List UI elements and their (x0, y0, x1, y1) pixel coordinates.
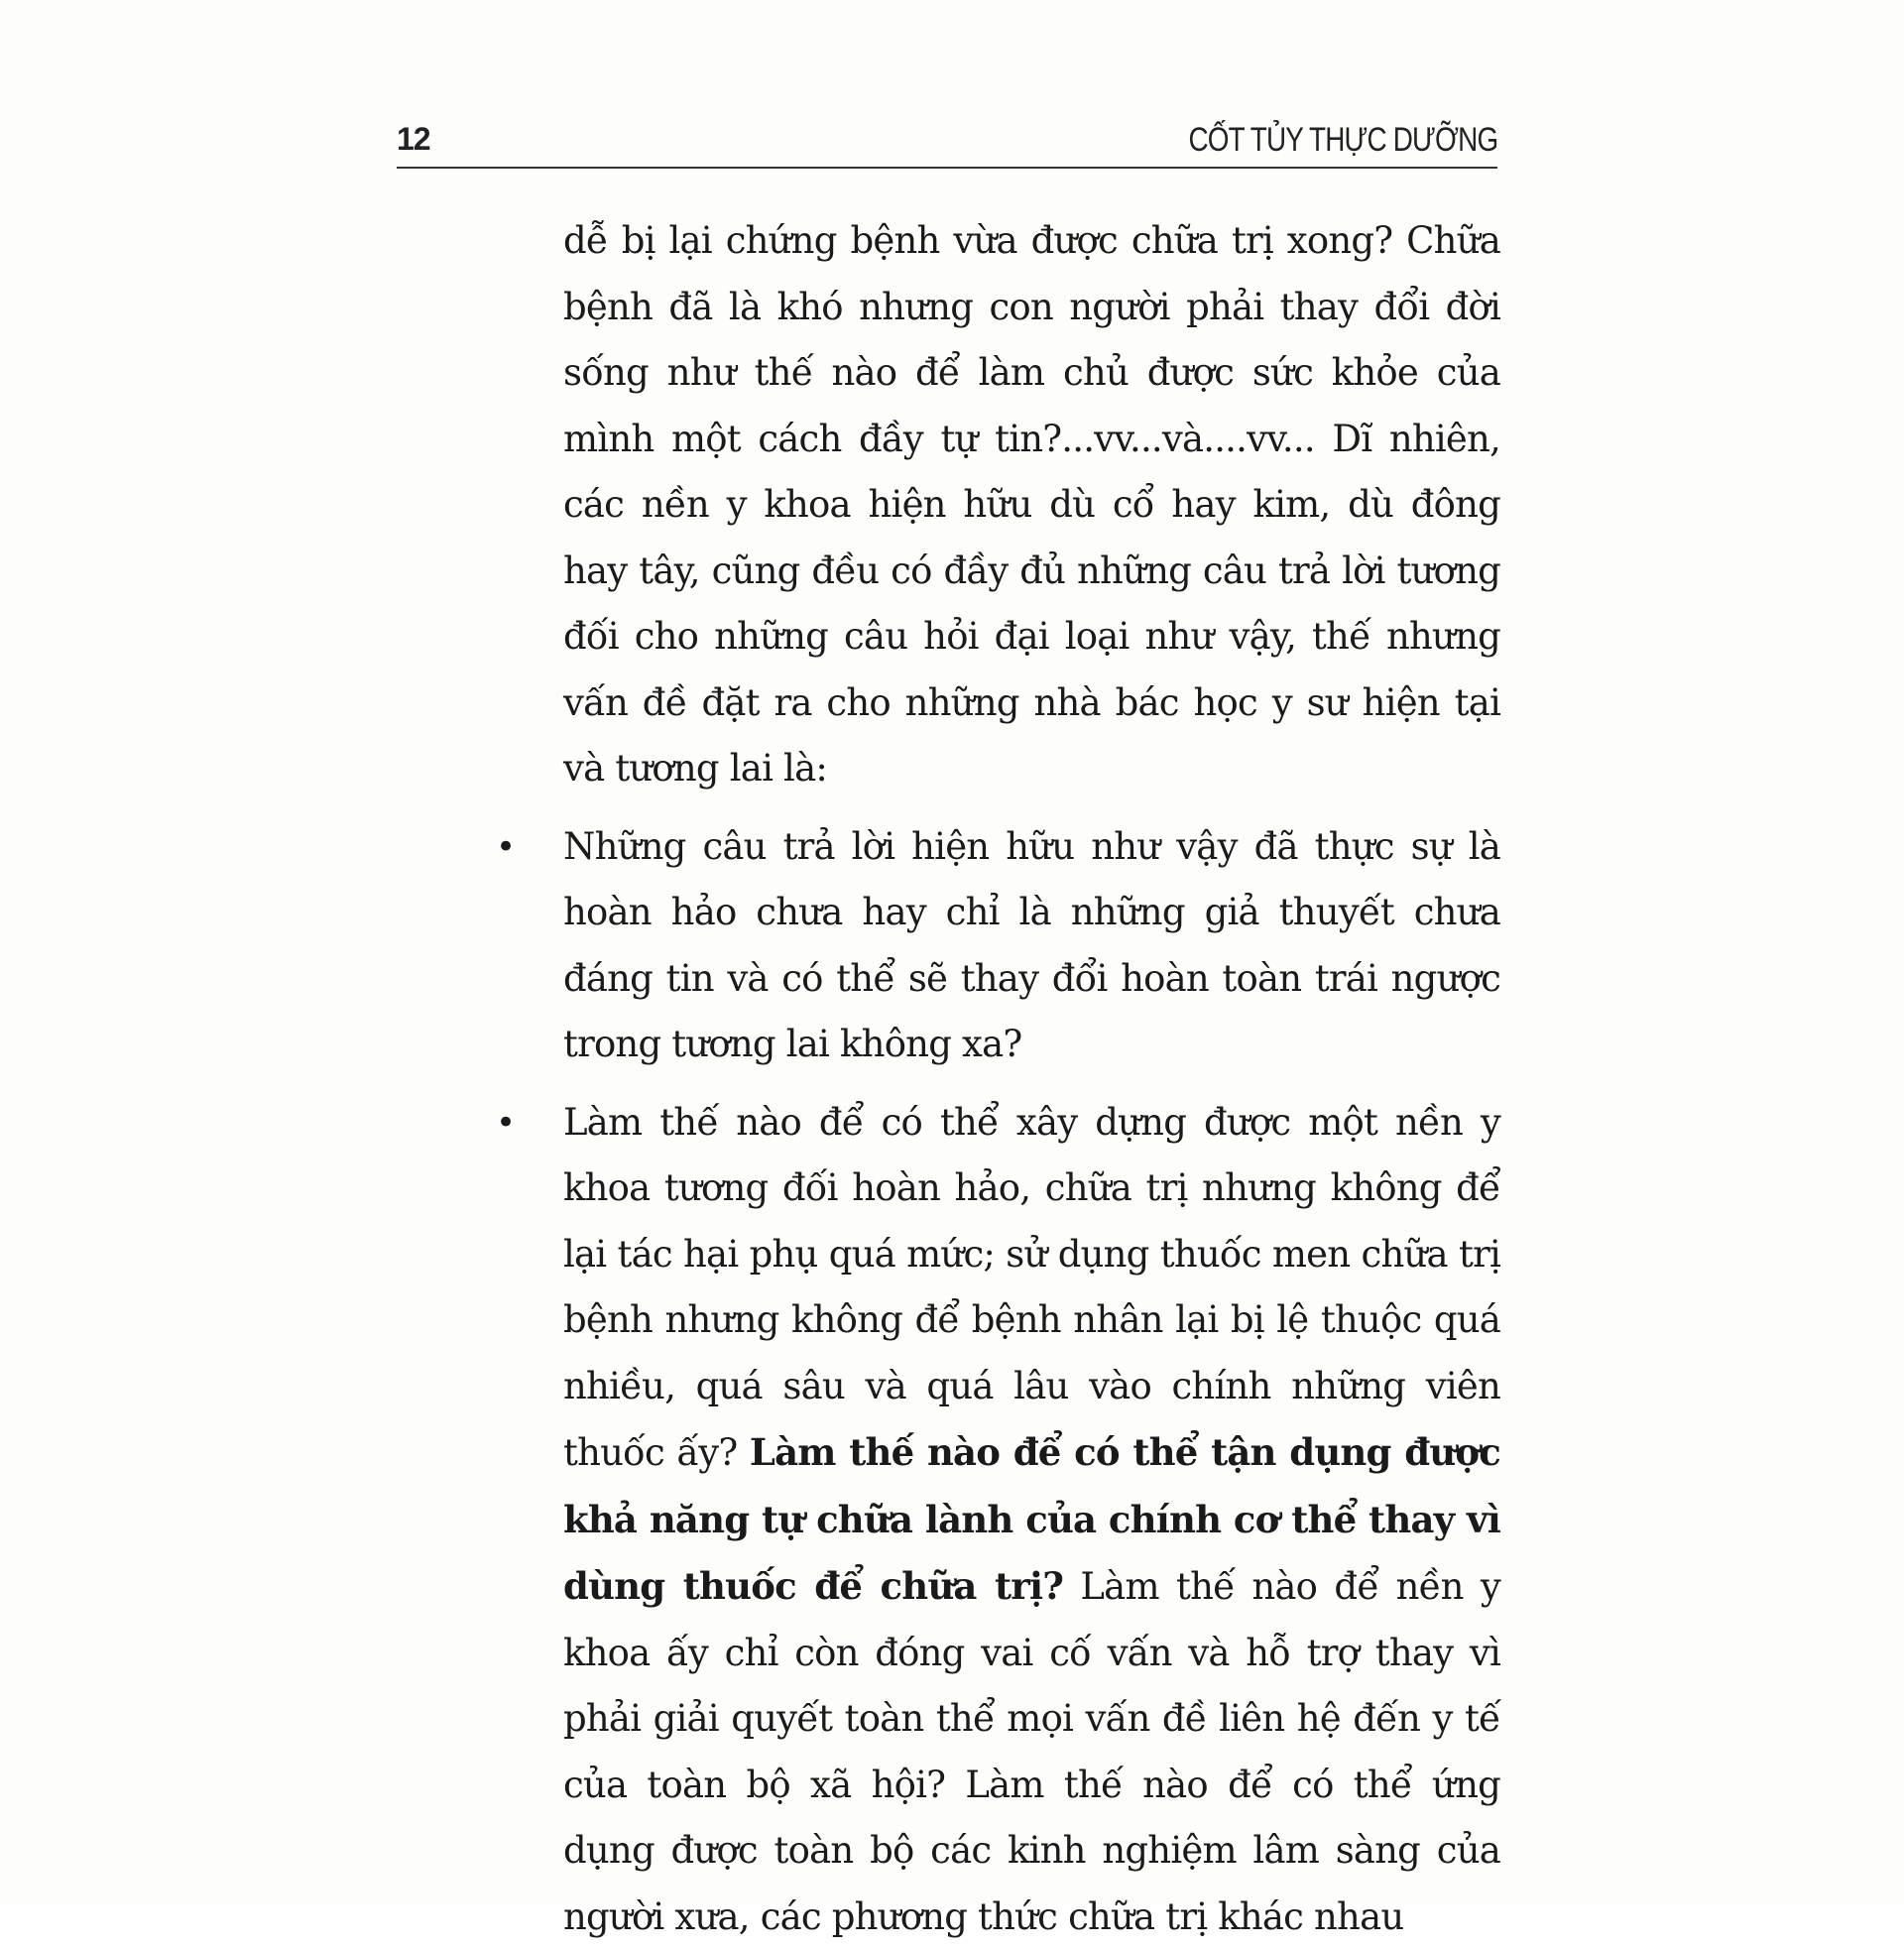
bullet-icon: • (496, 814, 515, 881)
body-text (563, 208, 1500, 1950)
spacer (563, 1078, 1500, 1090)
spacer (563, 802, 1500, 814)
list-item-text-continued: Làm thế nào để nền y khoa ấy chỉ còn đóng vai cố vấn và hỗ trợ thay vì phải giải quyết toàn thể mọi vấn đề liên hệ đến y tế của toàn bộ xã hội? Làm thế nào để có thể ứng dụng được toàn bộ các kinh nghiệm lâm sàng của người xưa, các phương thức chữa trị khác nhau (563, 1565, 1500, 1938)
emphasized-question: Làm thế nào để có thể tận dụng được khả năng tự chữa lành của chính cơ thể thay vì dùng thuốc để chữa trị? (563, 1430, 1500, 1608)
page-number: 12 (397, 121, 430, 158)
question-list (563, 814, 1500, 1950)
bullet-icon: • (496, 1090, 515, 1157)
intro-paragraph: dễ bị lại chứng bệnh vừa được chữa trị xong? Chữa bệnh đã là khó nhưng con người phải thay đổi đời sống như thế nào để làm chủ được sức khỏe của mình một cách đầy tự tin?...vv...và....vv... Dĩ nhiên, các nền y khoa hiện hữu dù cổ hay kim, dù đông hay tây, cũng đều có đầy đủ những câu trả lời tương đối cho những câu hỏi đại loại như vậy, thế nhưng vấn đề đặt ra cho những nhà bác học y sư hiện tại và tương lai là: (563, 208, 1500, 802)
list-item-text: Những câu trả lời hiện hữu như vậy đã thực sự là hoàn hảo chưa hay chỉ là những giả thuyết chưa đáng tin và có thể sẽ thay đổi hoàn toàn trái ngược trong tương lai không xa? (563, 825, 1500, 1066)
page-header (397, 117, 1497, 169)
running-title: CỐT TỦY THỰC DƯỠNG (1188, 121, 1497, 160)
list-item (563, 814, 1500, 1078)
list-item-text: Làm thế nào để có thể xây dựng được một nền y khoa tương đối hoàn hảo, chữa trị nhưng không để lại tác hại phụ quá mức; sử dụng thuốc men chữa trị bệnh nhưng không để bệnh nhân lại bị lệ thuộc quá nhiều, quá sâu và quá lâu vào chính những viên thuốc ấy? (563, 1101, 1500, 1475)
header-divider (397, 167, 1497, 169)
list-item (563, 1090, 1500, 1950)
